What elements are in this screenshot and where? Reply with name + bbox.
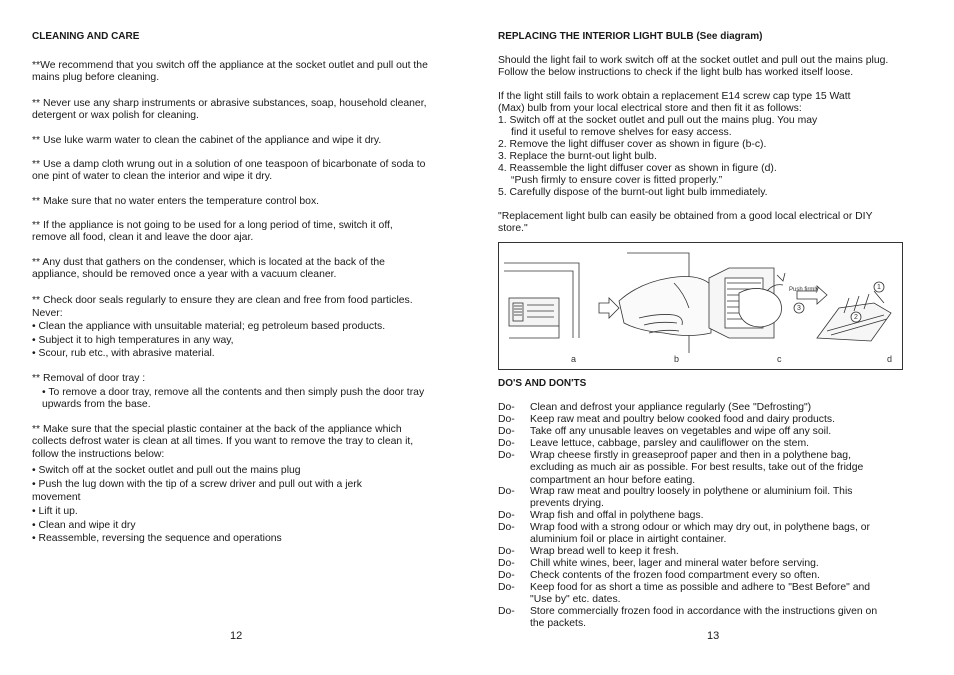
do-text: Wrap fish and offal in polythene bags. [530,510,704,521]
bulb-step-4: 4. Reassemble the light diffuser cover as shown in figure (d). [498,163,777,174]
do-label: Do- [498,522,515,533]
page-number-right: 13 [707,630,720,642]
do-label: Do- [498,546,515,557]
bulb-step-4-cont: “Push firmly to ensure cover is fitted properly.” [511,175,723,186]
do-label: Do- [498,558,515,569]
bulb-step-1: 1. Switch off at the socket outlet and pull out the mains plug. You may [498,115,818,126]
do-text: Wrap bread well to keep it fresh. [530,546,679,557]
do-label: Do- [498,402,515,413]
do-text: Store commercially frozen food in accordance with the instructions given on the packets. [530,606,878,630]
door-tray-item: • To remove a door tray, remove all the contents and then simply push the door tray upwards from the base. [42,387,425,411]
door-tray-heading: ** Removal of door tray : [32,373,146,384]
fig-num-1: 1 [877,284,881,291]
tray-item-3: • Lift it up. [32,506,78,517]
light-bulb-para-1: Should the light fail to work switch off at the socket outlet and pull out the mains plug. Follow the below instructions to check if the light bulb has worked itself loose. [498,55,889,79]
tray-item-4: • Clean and wipe it dry [32,520,136,531]
do-text: Take off any unusable leaves on vegetables and wipe off any soil. [530,426,832,437]
never-item-2: • Subject it to high temperatures in any way, [32,335,234,346]
cleaning-para-1: **We recommend that you switch off the appliance at the socket outlet and pull out the mains plug before cleaning. [32,60,428,84]
light-bulb-heading: REPLACING THE INTERIOR LIGHT BULB (See diagram) [498,31,763,42]
tray-item-2-cont: movement [32,492,81,503]
cleaning-para-5: ** Make sure that no water enters the temperature control box. [32,196,320,207]
fig-label-a: a [571,354,577,364]
do-text: Leave lettuce, cabbage, parsley and cauliflower on the stem. [530,438,809,449]
diagram-illustration [499,243,904,371]
fig-push-firmly: Push firmly [789,287,819,293]
tray-item-2: • Push the lug down with the tip of a screw driver and pull out with a jerk [32,479,362,490]
do-text: Wrap raw meat and poultry loosely in polythene or aluminium foil. This prevents drying. [530,486,853,510]
tray-item-1: • Switch off at the socket outlet and pull out the mains plug [32,465,301,476]
do-text: Keep food for as short a time as possible and adhere to "Best Before" and "Use by" etc. dates. [530,582,871,606]
bulb-step-5: 5. Carefully dispose of the burnt-out light bulb immediately. [498,187,768,198]
fig-label-c: c [777,354,782,364]
do-text: Wrap cheese firstly in greaseproof paper and then in a polythene bag, excluding as much air as possible. For best results, take out of the fridge compartment an hour before eating. [530,450,864,486]
bulb-step-2: 2. Remove the light diffuser cover as shown in figure (b-c). [498,139,767,150]
cleaning-para-10: ** Make sure that the special plastic container at the back of the appliance which collects defrost water is clean at all times. If you want to remove the tray to clean it, follow the instructions below: [32,424,414,460]
do-label: Do- [498,510,515,521]
do-label: Do- [498,450,515,461]
do-label: Do- [498,414,515,425]
never-label: Never: [32,308,63,319]
light-bulb-diagram [498,242,903,370]
cleaning-para-6: ** If the appliance is not going to be used for a long period of time, switch it off, remove all food, clean it and leave the door ajar. [32,220,393,244]
never-item-3: • Scour, rub etc., with abrasive material. [32,348,215,359]
do-label: Do- [498,570,515,581]
fig-label-d: d [887,354,893,364]
fig-num-3: 3 [797,305,801,312]
fig-c-drawing [709,268,785,338]
cleaning-heading: CLEANING AND CARE [32,31,140,42]
bulb-line-2: (Max) bulb from your local electrical store and then fit it as follows: [498,103,802,114]
bulb-line-1: If the light still fails to work obtain a replacement E14 screw cap type 15 Watt [498,91,851,102]
tray-item-5: • Reassemble, reversing the sequence and operations [32,533,282,544]
fig-a-drawing [504,263,579,338]
fig-b-drawing [599,253,711,353]
cleaning-para-7: ** Any dust that gathers on the condenser, which is located at the back of the appliance, should be removed once a year with a vacuum cleaner. [32,257,385,281]
do-text: Chill white wines, beer, lager and mineral water before serving. [530,558,819,569]
do-text: Wrap food with a strong odour or which may dry out, in polythene bags, or aluminium foil or place in airtight container. [530,522,870,546]
do-label: Do- [498,438,515,449]
do-label: Do- [498,582,515,593]
do-label: Do- [498,426,515,437]
do-text: Clean and defrost your appliance regularly (See "Defrosting") [530,402,812,413]
do-text: Keep raw meat and poultry below cooked food and dairy products. [530,414,835,425]
dos-donts-heading: DO'S AND DON'TS [498,378,587,389]
cleaning-para-8: ** Check door seals regularly to ensure they are clean and free from food particles. [32,295,413,306]
fig-num-2: 2 [854,314,858,321]
bulb-step-3: 3. Replace the burnt-out light bulb. [498,151,657,162]
fig-label-b: b [674,354,680,364]
cleaning-para-3: ** Use luke warm water to clean the cabinet of the appliance and wipe it dry. [32,135,382,146]
do-label: Do- [498,486,515,497]
do-text: Check contents of the frozen food compartment every so often. [530,570,820,581]
never-item-1: • Clean the appliance with unsuitable material; eg petroleum based products. [32,321,386,332]
cleaning-para-4: ** Use a damp cloth wrung out in a solution of one teaspoon of bicarbonate of soda to one pint of water to clean the interior and wipe it dry. [32,159,426,183]
light-bulb-para-3: "Replacement light bulb can easily be obtained from a good local electrical or DIY store." [498,211,873,235]
bulb-step-1-cont: find it useful to remove shelves for easy access. [511,127,732,138]
cleaning-para-2: ** Never use any sharp instruments or abrasive substances, soap, household cleaner, detergent or wax polish for cleaning. [32,98,427,122]
page-number-left: 12 [230,630,243,642]
do-label: Do- [498,606,515,617]
